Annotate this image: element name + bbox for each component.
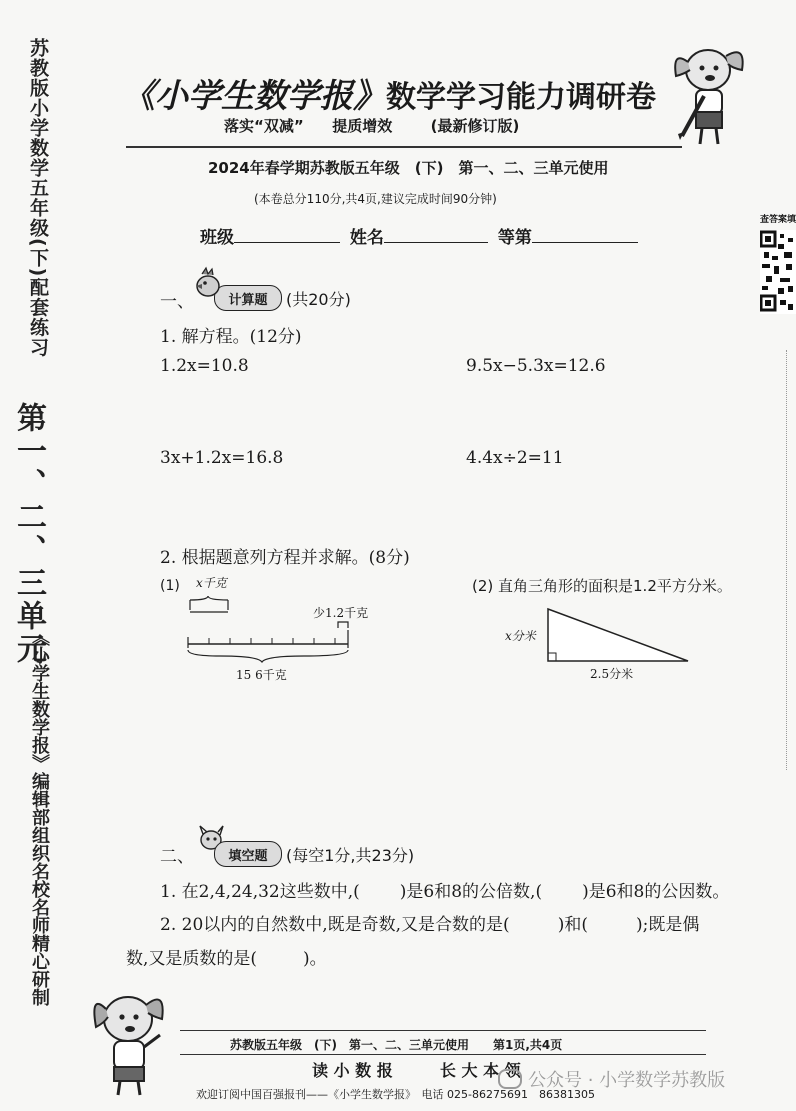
- footer-info: 苏教版五年级 (下) 第一、二、三单元使用 第1页,共4页: [230, 1038, 563, 1052]
- motto-left: 读 小 数 报: [312, 1061, 393, 1080]
- class-label: 班级: [200, 228, 234, 248]
- qr-code-icon[interactable]: [760, 230, 796, 314]
- q2-part1-label: (1): [160, 578, 180, 594]
- mascot-dog-footer-icon: [84, 985, 176, 1097]
- footer-divider-top: [180, 1030, 706, 1031]
- section2-number: 二、: [160, 847, 194, 867]
- fill-q2-text-a: 2. 20以内的自然数中,既是奇数,又是合数的是(: [160, 915, 510, 935]
- equation-2: 9.5x−5.3x=12.6: [466, 356, 606, 376]
- equation-3: 3x+1.2x=16.8: [160, 448, 284, 468]
- fill-q1-text-b: )是6和8的公倍数,(: [399, 882, 543, 902]
- right-triangle-diagram: [540, 605, 696, 665]
- footer-motto: [312, 1058, 521, 1081]
- section2-points: (每空1分,共23分): [286, 846, 415, 865]
- grade-field[interactable]: [532, 242, 638, 243]
- fill-q2-text-d: 数,又是质数的是(: [126, 949, 258, 969]
- triangle-base-label: 2.5分米: [590, 667, 634, 681]
- mascot-dog-pencil-icon: [662, 40, 752, 150]
- name-label: 姓名: [349, 228, 384, 248]
- footer-divider-bottom: [180, 1054, 706, 1055]
- section1-badge: 计算题: [214, 285, 282, 311]
- sidebar-editor-text: 《小学生数学报》编辑部组织名校名师精心研制: [29, 628, 50, 1006]
- page-title: [122, 70, 667, 117]
- cartoon-rooster-icon: [192, 266, 224, 302]
- motto-right: 长 大 本 领: [439, 1061, 521, 1080]
- exam-note: (本卷总分110分,共4页,建议完成时间90分钟): [254, 192, 497, 206]
- watermark: [498, 1066, 725, 1092]
- q2-label: 2. 根据题意列方程并求解。(8分): [160, 548, 410, 568]
- name-field[interactable]: [384, 242, 488, 243]
- section1-points: (共20分): [286, 290, 351, 309]
- diagram-right-label: 少1.2千克: [313, 606, 369, 620]
- fill-q1-text-c: )是6和8的公因数。: [582, 882, 730, 902]
- fill-q1: [160, 877, 729, 902]
- fill-q2-text-e: )。: [303, 949, 327, 969]
- equation-1: 1.2x=10.8: [160, 356, 249, 376]
- slogan-mid: 提质增效: [332, 117, 393, 135]
- slogan-left: 落实“双减”: [224, 117, 304, 135]
- header-divider: [126, 146, 682, 148]
- fill-q2-text-c: );既是偶: [635, 915, 700, 935]
- wechat-icon: [498, 1069, 522, 1089]
- equation-4: 4.4x÷2=11: [466, 448, 564, 468]
- line-segment-diagram: [180, 590, 360, 670]
- slogan-row: [224, 115, 519, 136]
- semester-line: 2024年春学期苏教版五年级 (下) 第一、二、三单元使用: [208, 159, 609, 177]
- fill-q2-line2: [126, 944, 327, 969]
- student-info-fields: [200, 223, 638, 248]
- section1-number: 一、: [160, 292, 194, 312]
- q2-part2-label: (2) 直角三角形的面积是1.2平方分米。: [472, 577, 732, 595]
- diagram-top-label: x千克: [196, 576, 227, 590]
- qr-label: 查答案填: [760, 215, 796, 225]
- triangle-side-label: x分米: [505, 629, 536, 643]
- watermark-text: 公众号 · 小学数学苏教版: [528, 1070, 726, 1091]
- sidebar-unit-text: 第一、二、三单元: [11, 402, 46, 666]
- fill-q2-text-b: )和(: [557, 915, 588, 935]
- class-field[interactable]: [234, 242, 340, 243]
- title-rest: 数学学习能力调研卷: [386, 80, 656, 115]
- grade-label: 等第: [497, 228, 532, 248]
- subscribe-line: 欢迎订阅中国百强报刊——《小学生数学报》 电话 025-86275691 86381305: [196, 1088, 595, 1101]
- sidebar-series-text: 苏教版小学数学五年级(下)配套练习: [27, 38, 49, 358]
- title-brand: 《小学生数学报》: [122, 76, 386, 115]
- fill-q1-text-a: 1. 在2,4,24,32这些数中,(: [160, 882, 360, 902]
- slogan-right: (最新修订版): [430, 117, 520, 135]
- section2-badge: 填空题: [214, 841, 282, 867]
- diagram-bottom-label: 15 6千克: [236, 668, 287, 682]
- q1-label: 1. 解方程。(12分): [160, 327, 302, 347]
- page-edge-marks: [786, 350, 796, 770]
- fill-q2-line1: [160, 910, 699, 935]
